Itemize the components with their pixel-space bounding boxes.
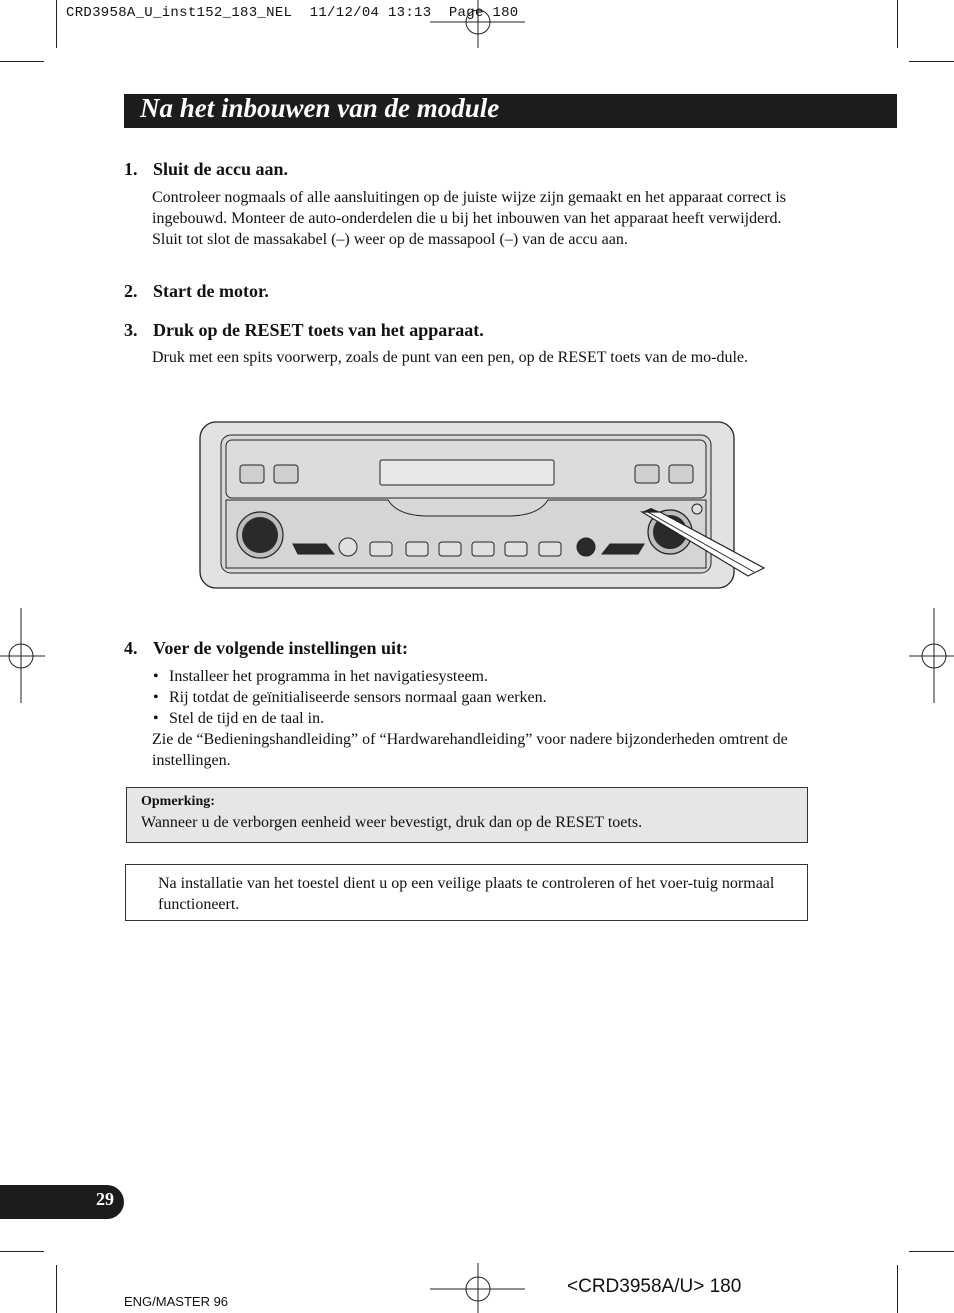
registration-mark-right — [908, 608, 954, 704]
step-number: 3. — [124, 320, 138, 340]
list-item: • Rij totdat de geïnitialiseerde sensors normaal gaan werken. — [153, 689, 547, 706]
crop-mark — [897, 1265, 898, 1313]
step-title: Voer de volgende instellingen uit: — [153, 638, 409, 658]
crop-mark — [0, 61, 44, 62]
step-4-heading — [124, 638, 408, 659]
crop-mark — [0, 1251, 44, 1252]
list-item: • Installeer het programma in het navigatiesysteem. — [153, 668, 488, 685]
step-title: Druk op de RESET toets van het apparaat. — [153, 320, 484, 340]
step-number: 4. — [124, 638, 138, 658]
page-number: 29 — [96, 1189, 114, 1209]
step-4-body: Zie de “Bedieningshandleiding” of “Hardwarehandleiding” voor nadere bijzonderheden omtrent de instellingen. — [152, 731, 788, 769]
note-label: Opmerking: — [141, 794, 215, 809]
head-unit-illustration — [198, 420, 768, 592]
step-4-bullet-list — [152, 666, 812, 729]
registration-mark-left — [0, 608, 46, 704]
print-slug: CRD3958A_U_inst152_183_NEL 11/12/04 13:13 Page 180 — [66, 5, 519, 21]
step-2-heading — [124, 281, 269, 302]
step-1-heading — [124, 159, 288, 180]
step-title: Start de motor. — [153, 281, 269, 301]
note-text: Wanneer u de verborgen eenheid weer bevestigt, druk dan op de RESET toets. — [141, 814, 643, 831]
notice-text: Na installatie van het toestel dient u op een veilige plaats te controleren of het voer-tuig normaal functioneert. — [158, 875, 775, 913]
crop-mark — [909, 1251, 954, 1252]
step-number: 1. — [124, 159, 138, 179]
crop-mark — [909, 61, 954, 62]
page-number-tab — [0, 1185, 124, 1219]
step-title: Sluit de accu aan. — [153, 159, 289, 179]
section-title: Na het inbouwen van de module — [140, 93, 500, 123]
list-item: • Stel de tijd en de taal in. — [153, 710, 325, 727]
footer-right: <CRD3958A/U> 180 — [567, 1276, 742, 1297]
crop-mark — [56, 0, 57, 48]
section-title-bar — [124, 94, 897, 128]
notice-box — [125, 864, 808, 921]
crop-mark — [56, 1265, 57, 1313]
step-1-body: Controleer nogmaals of alle aansluitingen op de juiste wijze zijn gemaakt en het apparaat correct is ingebouwd. Monteer de auto-onderdelen die u bij het inbouwen van het apparaat heeft verwijderd. Sluit tot slot de massakabel (–) weer op de massapool (–) van de accu aan. — [152, 189, 786, 248]
note-box — [126, 787, 808, 843]
step-3-heading — [124, 320, 484, 341]
registration-mark-bottom — [430, 1263, 530, 1313]
footer-left: ENG/MASTER 96 — [124, 1294, 229, 1309]
crop-mark — [897, 0, 898, 48]
step-number: 2. — [124, 281, 138, 301]
step-3-body: Druk met een spits voorwerp, zoals de punt van een pen, op de RESET toets van de mo-dule. — [152, 349, 749, 366]
